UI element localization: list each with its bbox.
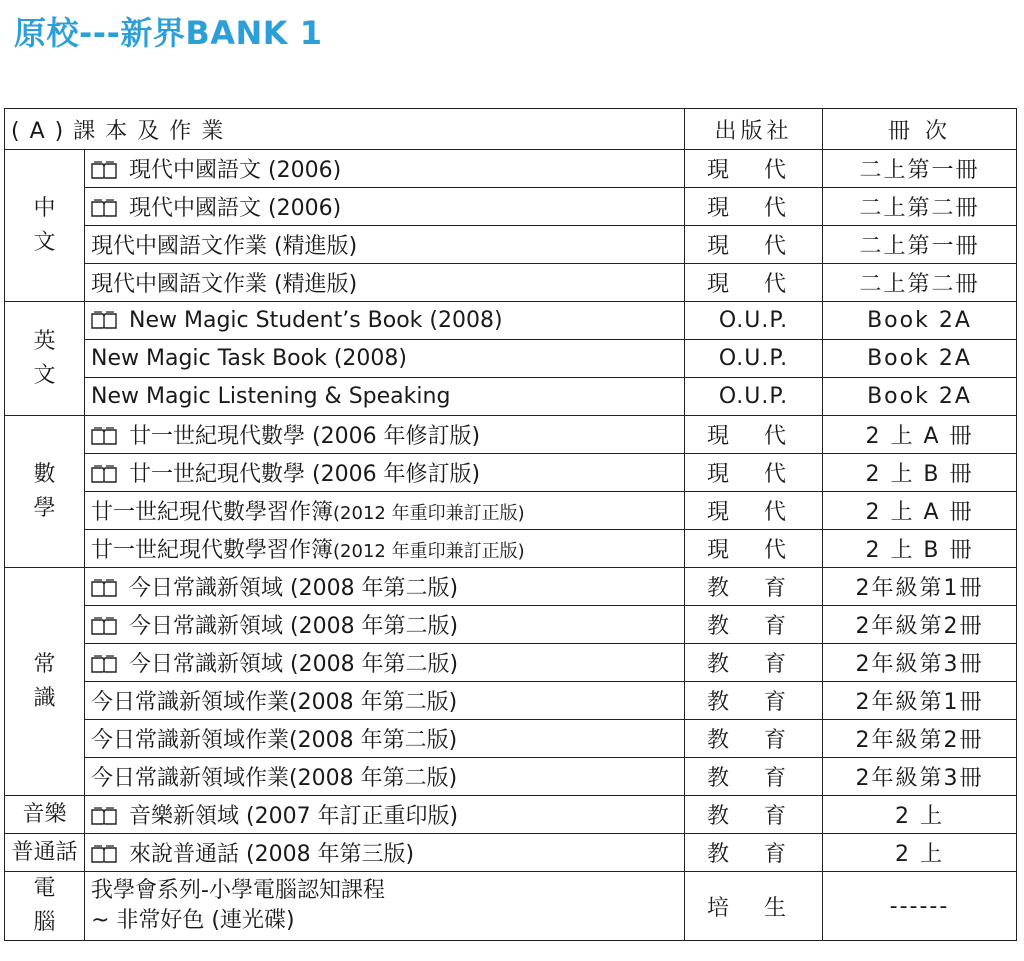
open-book-icon: [91, 311, 117, 329]
publisher-cell: 教 育: [685, 644, 823, 682]
publisher-cell: 現 代: [685, 264, 823, 302]
open-book-icon: [91, 161, 117, 179]
page-title: 原校---新界BANK 1: [14, 14, 323, 52]
book-title: 現代中國語文 (2006): [129, 196, 342, 221]
volume-cell: 2 上 A 冊: [823, 492, 1017, 530]
book-title-cell: [85, 530, 685, 568]
book-title: 現代中國語文作業 (精進版): [91, 234, 358, 259]
volume-cell: 2 上 A 冊: [823, 416, 1017, 454]
book-title-line2: ~ 非常好色 (連光碟): [91, 908, 295, 933]
subject-char: 學: [33, 495, 56, 521]
book-title-cell: [85, 340, 685, 378]
table-row: [5, 720, 1017, 758]
table-row: [5, 758, 1017, 796]
table-row: [5, 530, 1017, 568]
book-title-cell: [85, 226, 685, 264]
subject-char: 中: [33, 195, 56, 221]
book-title: 廿一世紀現代數學習作簿: [91, 500, 334, 525]
volume-cell: 2 上: [823, 796, 1017, 834]
subject-label: [5, 325, 84, 393]
volume-cell: 2 上 B 冊: [823, 530, 1017, 568]
book-title: 廿一世紀現代數學習作簿: [91, 538, 334, 563]
subject-char: 普: [11, 839, 34, 865]
volume-cell: 2年級第2冊: [823, 606, 1017, 644]
volume-cell: 2年級第2冊: [823, 720, 1017, 758]
table-row: [5, 872, 1017, 941]
subject-char: 通: [33, 839, 56, 865]
book-title-cell: [85, 606, 685, 644]
book-title: 音樂新領域 (2007 年訂正重印版): [129, 804, 459, 829]
volume-cell: 2 上: [823, 834, 1017, 872]
subject-math: [5, 416, 85, 568]
book-title-cell: [85, 264, 685, 302]
book-title-cell: [85, 834, 685, 872]
table-row: [5, 492, 1017, 530]
open-book-icon: [91, 655, 117, 673]
book-title-cell: [85, 872, 685, 941]
book-title: 廿一世紀現代數學 (2006 年修訂版): [129, 424, 481, 449]
table-header-row: [5, 109, 1017, 150]
open-book-icon: [91, 427, 117, 445]
volume-cell: 二上第一冊: [823, 226, 1017, 264]
book-title-cell: [85, 378, 685, 416]
publisher-cell: O.U.P.: [685, 302, 823, 340]
table-row: [5, 378, 1017, 416]
publisher-cell: 現 代: [685, 416, 823, 454]
publisher-header: 出版社: [685, 109, 823, 150]
book-title: 今日常識新領域作業(2008 年第二版): [91, 690, 458, 715]
volume-cell: 二上第二冊: [823, 188, 1017, 226]
open-book-icon: [91, 617, 117, 635]
subject-computer: [5, 872, 85, 941]
open-book-icon: [91, 465, 117, 483]
publisher-cell: 現 代: [685, 188, 823, 226]
book-title: 今日常識新領域作業(2008 年第二版): [91, 766, 458, 791]
book-title-cell: [85, 492, 685, 530]
book-title: 我學會系列-小學電腦認知課程: [91, 878, 385, 903]
subject-label: [5, 458, 84, 526]
book-title: New Magic Student’s Book (2008): [129, 308, 503, 333]
publisher-cell: 教 育: [685, 682, 823, 720]
publisher-cell: 教 育: [685, 606, 823, 644]
publisher-cell: 教 育: [685, 758, 823, 796]
book-title: 廿一世紀現代數學 (2006 年修訂版): [129, 462, 481, 487]
subject-char: 電: [33, 876, 56, 901]
textbook-table: [4, 108, 1017, 941]
subject-char: 識: [33, 685, 56, 711]
volume-cell: 2年級第1冊: [823, 568, 1017, 606]
publisher-cell: 現 代: [685, 226, 823, 264]
book-title: 今日常識新領域 (2008 年第二版): [129, 576, 459, 601]
book-title: 今日常識新領域 (2008 年第二版): [129, 652, 459, 677]
volume-cell: ------: [823, 872, 1017, 941]
table-row: [5, 188, 1017, 226]
subject-label: [5, 798, 84, 832]
section-header: (A)課本及作業: [5, 109, 685, 150]
subject-general-studies: [5, 568, 85, 796]
volume-cell: 二上第一冊: [823, 150, 1017, 188]
publisher-cell: 教 育: [685, 796, 823, 834]
book-title: 今日常識新領域作業(2008 年第二版): [91, 728, 458, 753]
subject-music: [5, 796, 85, 834]
table-row: [5, 796, 1017, 834]
subject-label: [5, 192, 84, 260]
book-title-cell: [85, 644, 685, 682]
publisher-cell: 教 育: [685, 568, 823, 606]
open-book-icon: [91, 845, 117, 863]
subject-char: 樂: [44, 801, 67, 827]
subject-char: 文: [33, 362, 56, 388]
volume-cell: 2年級第3冊: [823, 644, 1017, 682]
table-row: [5, 568, 1017, 606]
book-title-cell: [85, 416, 685, 454]
volume-header: 冊 次: [823, 109, 1017, 150]
table-row: [5, 302, 1017, 340]
book-title-cell: [85, 796, 685, 834]
book-edition-note: (2012 年重印兼訂正版): [333, 541, 525, 562]
book-title: New Magic Task Book (2008): [91, 346, 407, 371]
volume-cell: Book 2A: [823, 378, 1017, 416]
book-title-cell: [85, 758, 685, 796]
subject-char: 數: [33, 461, 56, 487]
book-title: 今日常識新領域 (2008 年第二版): [129, 614, 459, 639]
table-row: [5, 416, 1017, 454]
subject-label: [5, 836, 84, 870]
book-title: New Magic Listening & Speaking: [91, 384, 451, 409]
volume-cell: 二上第二冊: [823, 264, 1017, 302]
subject-char: 話: [55, 839, 78, 865]
publisher-cell: O.U.P.: [685, 378, 823, 416]
book-title: 現代中國語文 (2006): [129, 158, 342, 183]
open-book-icon: [91, 199, 117, 217]
subject-char: 音: [22, 801, 45, 827]
subject-char: 常: [33, 651, 56, 677]
volume-cell: Book 2A: [823, 302, 1017, 340]
volume-cell: 2年級第1冊: [823, 682, 1017, 720]
table-row: [5, 682, 1017, 720]
book-title-cell: [85, 682, 685, 720]
publisher-cell: 培 生: [685, 872, 823, 941]
publisher-cell: 現 代: [685, 530, 823, 568]
subject-english: [5, 302, 85, 416]
open-book-icon: [91, 579, 117, 597]
publisher-cell: 現 代: [685, 150, 823, 188]
open-book-icon: [91, 807, 117, 825]
book-title-cell: [85, 568, 685, 606]
subject-chinese: [5, 150, 85, 302]
volume-cell: Book 2A: [823, 340, 1017, 378]
table-row: [5, 226, 1017, 264]
book-title: 現代中國語文作業 (精進版): [91, 272, 358, 297]
book-title-cell: [85, 302, 685, 340]
table-row: [5, 834, 1017, 872]
publisher-cell: O.U.P.: [685, 340, 823, 378]
volume-cell: 2年級第3冊: [823, 758, 1017, 796]
publisher-cell: 教 育: [685, 720, 823, 758]
book-title-cell: [85, 150, 685, 188]
volume-cell: 2 上 B 冊: [823, 454, 1017, 492]
subject-label: [5, 872, 84, 940]
book-edition-note: (2012 年重印兼訂正版): [333, 503, 525, 524]
subject-char: 文: [33, 229, 56, 255]
table-row: [5, 264, 1017, 302]
publisher-cell: 現 代: [685, 492, 823, 530]
table-row: [5, 606, 1017, 644]
book-title-cell: [85, 454, 685, 492]
book-title-cell: [85, 188, 685, 226]
subject-putonghua: [5, 834, 85, 872]
publisher-cell: 現 代: [685, 454, 823, 492]
subject-label: [5, 648, 84, 716]
table-row: [5, 644, 1017, 682]
table-row: [5, 340, 1017, 378]
book-title-cell: [85, 720, 685, 758]
subject-char: 腦: [33, 910, 56, 935]
subject-char: 英: [33, 328, 56, 354]
publisher-cell: 教 育: [685, 834, 823, 872]
book-title: 來說普通話 (2008 年第三版): [129, 842, 415, 867]
table-row: [5, 454, 1017, 492]
table-row: [5, 150, 1017, 188]
